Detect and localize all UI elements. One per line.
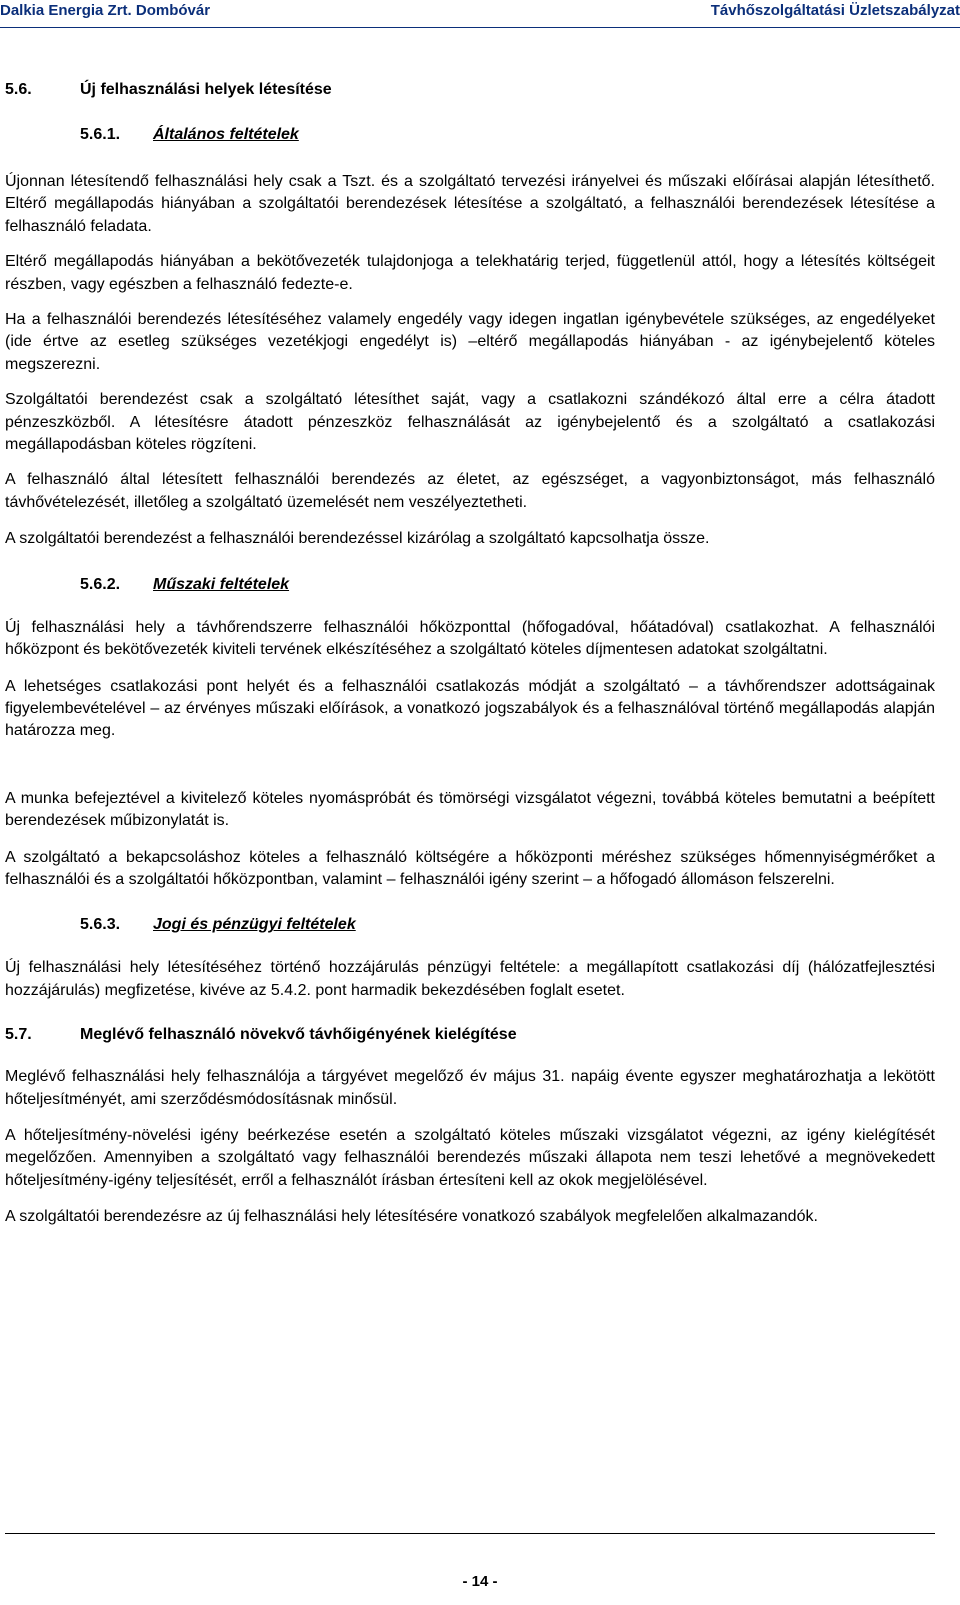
paragraph: A szolgáltató a bekapcsoláshoz köteles a felhasználó költségére a hőközponti méréshez szükséges hőmennyiségmérőket a felhasználói és a szolgáltatói hőközpontban, valamint – felhasználói igény szerint – a hőfogadó állomáson felszerelni. xyxy=(5,848,935,888)
page-number: - 14 - xyxy=(462,1573,498,1590)
paragraph: A felhasználó által létesített felhasználói berendezés az életet, az egészséget, a vagyonbiztonságot, más felhasználó távhővételezését, illetőleg a szolgáltató üzemelését nem veszélyeztetheti. xyxy=(5,471,935,511)
paragraph: Szolgáltatói berendezést csak a szolgáltató létesíthet saját, vagy a csatlakozni szándékozó által erre a célra átadott pénzeszközből. A létesítésre átadott pénzeszköz felhasználását az igénybejelentő és a szolgáltató a csatlakozási megállapodásban köteles rögzíteni. xyxy=(5,391,935,454)
header-rule xyxy=(0,27,960,28)
paragraph: Újonnan létesítendő felhasználási hely csak a Tszt. és a szolgáltató tervezési irányelvei és műszaki előírásai alapján létesíthető. Eltérő megállapodás hiányában a szolgáltatói berendezések létesítése a szolgáltató, a felhasználói berendezések létesítése a felhasználó feladata. xyxy=(5,173,935,235)
paragraph: A hőteljesítmény-növelési igény beérkezése esetén a szolgáltató köteles műszaki vizsgálatot végezni, az igény kielégítését megelőzően. Amennyiben a szolgáltató vagy felhasználói berendezés műszaki állapota nem teszi lehetővé a megnövekedett hőteljesítmény-igény teljesítését, erről a felhasználót írásban értesíteni kell az okok megjelölésével. xyxy=(5,1126,935,1189)
page-header xyxy=(0,2,960,28)
paragraph: A lehetséges csatlakozási pont helyét és a felhasználói csatlakozás módját a szolgáltató – a távhőrendszer adottságainak figyelembevételével – az érvényes műszaki előírások, a vonatkozó jogszabályok és a felhasználóval történő megállapodás alapján határozza meg. xyxy=(5,677,935,740)
paragraph: Új felhasználási hely a távhőrendszerre felhasználói hőközponttal (hőfogadóval, hőátadóval) csatlakozhat. A felhasználói hőközpont és bekötővezeték kiviteli tervének elkészítéséhez a szolgáltató köteles díjmentesen adatokat szolgáltatni. xyxy=(5,618,935,659)
heading-5-7 xyxy=(5,1025,935,1045)
heading-number: 5.6.2. xyxy=(80,575,121,593)
heading-title: Jogi és pénzügyi feltételek xyxy=(153,916,356,934)
heading-5-6-2 xyxy=(5,575,935,595)
page-content xyxy=(5,80,935,1229)
heading-number: 5.7. xyxy=(5,1026,32,1044)
heading-5-6 xyxy=(5,80,935,100)
paragraph: A szolgáltatói berendezésre az új felhasználási hely létesítésére vonatkozó szabályok megfelelően alkalmazandók. xyxy=(5,1208,818,1226)
heading-number: 5.6.1. xyxy=(80,126,121,143)
footer-rule xyxy=(5,1533,935,1534)
header-document-title: Távhőszolgáltatási Üzletszabályzat xyxy=(710,2,960,19)
heading-title: Műszaki feltételek xyxy=(153,575,290,593)
paragraph: A munka befejeztével a kivitelező köteles nyomáspróbát és tömörségi vizsgálatot végezni, továbbá köteles bemutatni a beépített berendezések műbizonylatát is. xyxy=(5,789,935,830)
heading-5-6-3 xyxy=(5,915,935,935)
heading-number: 5.6. xyxy=(5,81,32,98)
paragraph: Meglévő felhasználási hely felhasználója a tárgyévet megelőző év május 31. napáig évente egyszer meghatározhatja a lekötött hőteljesítményét, ami szerződésmódosításnak minősül. xyxy=(5,1068,935,1108)
heading-title: Meglévő felhasználó növekvő távhőigényének kielégítése xyxy=(80,1026,517,1044)
heading-title: Új felhasználási helyek létesítése xyxy=(80,81,332,98)
heading-5-6-1 xyxy=(5,125,935,145)
header-company: Dalkia Energia Zrt. Dombóvár xyxy=(0,2,211,19)
heading-title: Általános feltételek xyxy=(153,126,299,143)
heading-number: 5.6.3. xyxy=(80,916,121,934)
paragraph: Ha a felhasználói berendezés létesítéséhez valamely engedély vagy idegen ingatlan igénybevétele szükséges, az engedélyeket (ide értve az esetleg szükséges vezetékjogi engedélyt is) –eltérő megállapodás hiányában - az igénybejelentő köteles megszerezni. xyxy=(5,311,935,373)
paragraph: Eltérő megállapodás hiányában a bekötővezeték tulajdonjoga a telekhatárig terjed, függetlenül attól, hogy a létesítés költségeit részben, vagy egészben a felhasználó fedezte-e. xyxy=(5,253,935,293)
paragraph: Új felhasználási hely létesítéséhez történő hozzájárulás pénzügyi feltétele: a megállapított csatlakozási díj (hálózatfejlesztési hozzájárulás) megfizetése, kivéve az 5.4.2. pont harmadik bekezdésében foglalt esetet. xyxy=(5,959,935,999)
paragraph: A szolgáltatói berendezést a felhasználói berendezéssel kizárólag a szolgáltató kapcsolhatja össze. xyxy=(5,530,710,548)
